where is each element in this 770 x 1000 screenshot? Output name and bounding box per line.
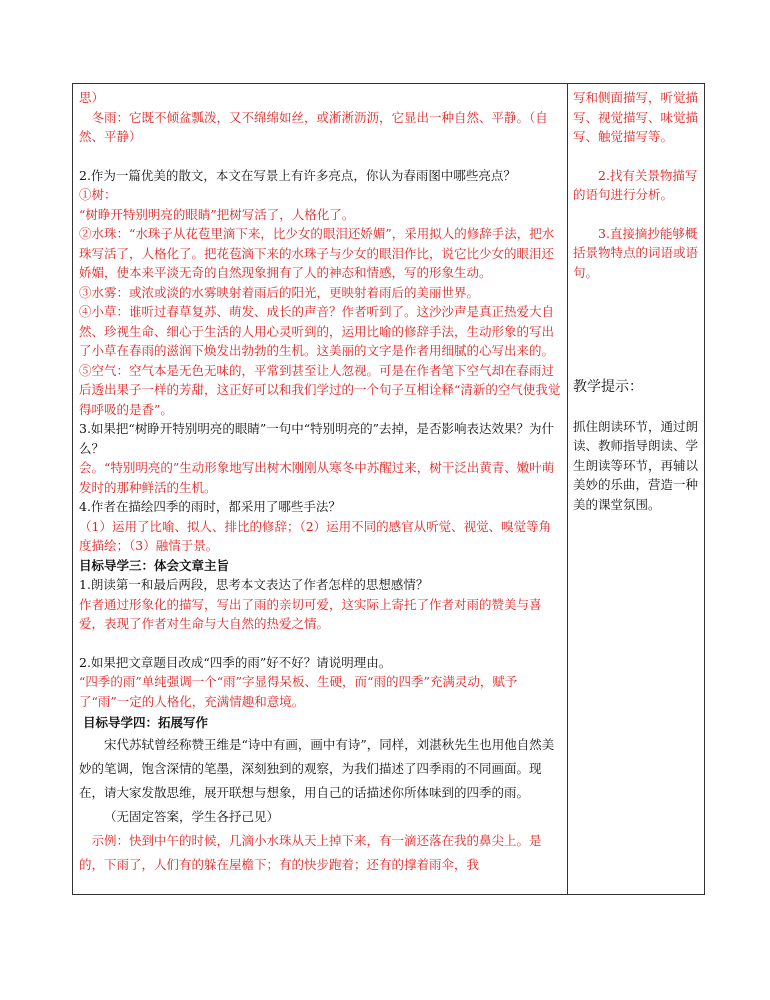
- answer-tree: “树睁开特别明亮的眼睛”把树写活了，人格化了。: [79, 206, 355, 222]
- answer-grass: ④小草：谁听过春草复苏、萌发、成长的声音？作者听到了。这沙沙声是真正热爱大自然、珍视生命、细心于生活的人用心灵听到的，运用比喻的修辞手法，生动形象的写出了小草在春雨的滋润下焕发出勃勃的生机。这美丽的文字是作者用细腻的心写出来的。: [79, 304, 555, 358]
- note-excerpt: 3.直接摘抄能够概括景物特点的词语或语句。: [573, 225, 699, 280]
- answer-5: 作者通过形象化的描写，写出了雨的亲切可爱，这实际上寄托了作者对雨的赞美与喜爱，表现了作者对生命与大自然的热爱之情。: [79, 596, 542, 631]
- answer-4: （1）运用了比喻、拟人、排比的修辞；（2）运用不同的感官从听觉、视觉、嗅觉等角度描绘；（3）融情于景。: [79, 518, 552, 553]
- example-writing: 示例：快到中午的时候，几滴小水珠从天上掉下来，有一滴还落在我的鼻尖上。是的，下雨了，人们有的躲在屋檐下；有的快步跑着；还有的撑着雨伞，我: [79, 832, 542, 872]
- writing-prompt: 宋代苏轼曾经称赞王维是“诗中有画，画中有诗”，同样，刘湛秋先生也用他自然美妙的笔调，饱含深情的笔墨，深刻独到的观察，为我们描述了四季雨的不同画面。现在，请大家发散思维，展开联想与想象，用自己的话描述你所体味到的四季的雨。: [79, 736, 555, 800]
- question-4: 4.作者在描绘四季的雨时，都采用了哪些手法？: [79, 499, 341, 514]
- answer-mist: ③水雾：或浓或淡的水雾映射着雨后的阳光，更映射着雨后的美丽世界。: [79, 284, 480, 300]
- question-5: 1.朗读第一和最后两段，思考本文表达了作者怎样的思想感情？: [79, 577, 429, 592]
- column-divider: [567, 84, 568, 894]
- goal-3-heading: 目标导学三：体会文章主旨: [79, 557, 230, 573]
- lesson-table: [72, 83, 705, 895]
- goal-4-heading: 目标导学四：拓展写作: [83, 715, 209, 730]
- teaching-hint-title: 教学提示：: [573, 379, 643, 395]
- question-3: 3.如果把“树睁开特别明亮的眼睛”一句中“特别明亮的”去掉，是否影响表达效果？为什么？: [79, 421, 554, 456]
- winter-rain-answer: 冬雨：它既不倾盆瓢泼，又不绵绵如丝，或淅淅沥沥，它显出一种自然、平静。（自然、平静）: [79, 109, 548, 144]
- note-description-types: 写和侧面描写，听觉描写、视觉描写、味觉描写、触觉描写等。: [573, 90, 699, 144]
- answer-6: “四季的雨”单纯强调一个“雨”字显得呆板、生硬，而“雨的四季”充满灵动，赋予了“雨”一定的人格化，充满情趣和意境。: [79, 674, 518, 709]
- answer-3: 会。“特别明亮的”生动形象地写出树木刚刚从寒冬中苏醒过来，树干泛出黄青、嫩叶萌发时的那种鲜活的生机。: [79, 460, 555, 495]
- text-si: 思）: [79, 90, 105, 105]
- note-analysis: 2.找有关景物描写的语句进行分析。: [573, 167, 698, 202]
- main-content-column: [79, 88, 563, 877]
- answer-air: ⑤空气：空气本是无色无味的，平常到甚至让人忽视。可是在作者笔下空气却在春雨过后透出果子一样的芳甜，这正好可以和我们学过的一个句子互相诠释“清新的空气使我觉得呼吸的是香”。: [79, 362, 561, 417]
- no-fixed-answer: （无固定答案，学生各抒己见）: [104, 808, 280, 824]
- question-2: 2.作为一篇优美的散文，本文在写景上有许多亮点，你认为春雨图中哪些亮点？: [79, 167, 516, 183]
- teaching-hint: 抓住朗读环节，通过朗读、教师指导朗读、学生朗读等环节，再辅以美妙的乐曲，营造一种美的课堂氛围。: [573, 418, 699, 512]
- question-6: 2.如果把文章题目改成“四季的雨”好不好？请说明理由。: [79, 654, 392, 670]
- answer-tree-head: ①树：: [79, 187, 117, 202]
- side-notes-column: [573, 88, 701, 514]
- answer-water: ②水珠：“水珠子从花苞里滴下来，比少女的眼泪还娇媚”，采用拟人的修辞手法，把水珠写活了，人格化了。把花苞滴下来的水珠子与少女的眼泪作比，说它比少女的眼泪还娇媚，使本来平淡无奇的自然现象拥有了人的神态和情感，写的形象生动。: [79, 226, 555, 280]
